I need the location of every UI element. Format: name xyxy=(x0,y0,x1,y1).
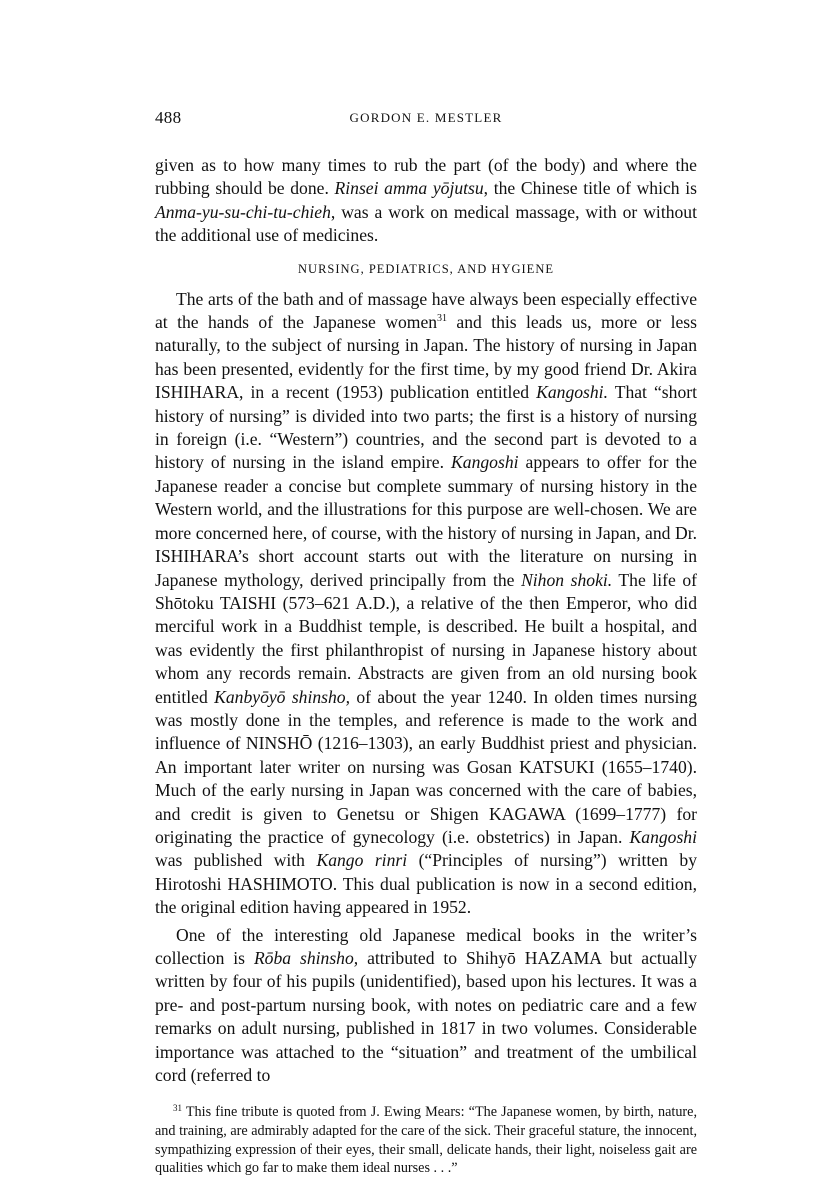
paragraph-massage-continuation: given as to how many times to rub the part (of the body) and where the rubbing should be done. Rinsei amma yōjutsu, the Chinese title of which is Anma-yu-su-chi-tu-chieh, was a work on medical massage, with or without the additional use of medicines. xyxy=(155,155,697,246)
footnote-mark: 31 xyxy=(173,1103,182,1114)
paragraph-nursing-history: The arts of the bath and of massage have always been especially effective at the hands of the Japanese women$^{31}$ and this leads us, more or less naturally, to the subject of nursing in Japan. The history of nursing in Japan has been presented, evidently for the first time, by my good friend Dr. Akira ISHIHARA, in a recent (1953) publication entitled Kangoshi. That “short history of nursing” is divided into two parts; the first is a history of nursing in foreign (i.e. “Western”) countries, and the second part is devoted to a history of nursing in the island empire. Kangoshi appears to offer for the Japanese reader a concise but complete summary of nursing history in the Western world, and the illustrations for this purpose are well-chosen. We are more concerned here, of course, with the history of nursing in Japan, and Dr. ISHIHARA’s short account starts out with the literature on nursing in Japanese mythology, derived principally from the Nihon shoki. The life of Shōtoku TAISHI (573–621 A.D.), a relative of the then Emperor, who did merciful work in a Buddhist temple, is described. He built a hospital, and was evidently the first philanthropist of nursing in Japanese history about whom any records remain. Abstracts are given from an old nursing book entitled Kanbyōyō shinsho, of about the year 1240. In olden times nursing was mostly done in the temples, and reference is made to the work and influence of NINSHŌ (1216–1303), an early Buddhist priest and physician. An important later writer on nursing was Gosan KATSUKI (1655–1740). Much of the early nursing in Japan was concerned with the care of babies, and credit is given to Genetsu or Shigen KAGAWA (1699–1777) for originating the practice of gynecology (i.e. obstetrics) in Japan. Kangoshi was published with Kango rinri (“Principles of nursing”) written by Hirotoshi HASHIMOTO. This dual publication is now in a second edition, the original edition having appeared in 1952. xyxy=(155,288,698,918)
paragraph-roba-shinsho: One of the interesting old Japanese medical books in the writer’s collection is Rōba shinsho, attributed to Shihyō HAZAMA but actually written by four of his pupils (unidentified), based upon his lectures. It was a pre- and post-partum nursing book, with notes on pediatric care and a few remarks on adult nursing, published in 1817 in two volumes. Considerable importance was attached to the “situation” and treatment of the umbilical cord (referred to xyxy=(155,924,697,1086)
running-head-author: GORDON E. MESTLER xyxy=(349,110,503,125)
page-number: 488 xyxy=(155,108,182,127)
running-head xyxy=(155,108,697,132)
footnote xyxy=(155,1099,697,1177)
book-page xyxy=(155,108,697,1178)
footnote-reference: 31 xyxy=(437,313,448,325)
section-heading: NURSING, PEDIATRICS, AND HYGIENE xyxy=(298,261,554,276)
footnote-text: This fine tribute is quoted from J. Ewing Mears: “The Japanese women, by birth, nature, and training, are admirably adapted for the care of the sick. Their graceful stature, the innocent, sympathizing expression of their eyes, their small, delicate hands, their light, noiseless gait are qualities which go far to make them ideal nurses . . .” xyxy=(155,1104,697,1177)
